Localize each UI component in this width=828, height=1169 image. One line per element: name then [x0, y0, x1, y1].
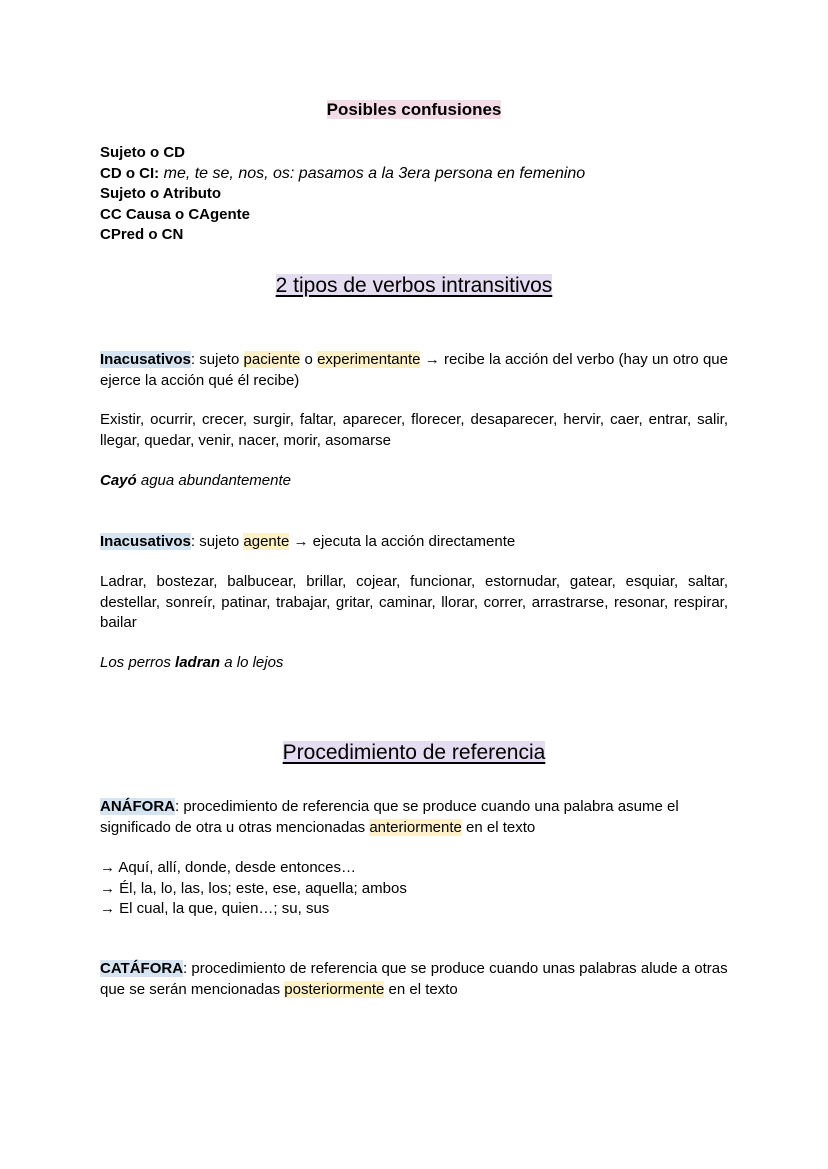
highlight-agente: agente [243, 533, 290, 550]
verb-list-1: Existir, ocurrir, crecer, surgir, faltar, aparecer, florecer, desaparecer, hervir, caer, entrar, salir, llegar, quedar, venir, nacer, morir, asomarse [100, 411, 728, 449]
confusion-item: CD o CI: me, te se, nos, os: pasamos a la 3era persona en femenino [100, 164, 586, 182]
term-inacusativos: Inacusativos [100, 351, 191, 368]
confusion-item: CPred o CN [100, 226, 184, 243]
list-item: → Él, la, lo, las, los; este, ese, aquella; ambos [100, 879, 407, 897]
heading-posibles-confusiones: Posibles confusiones [326, 100, 502, 119]
list-item: → Aquí, allí, donde, desde entonces… [100, 859, 357, 876]
term-inacusativos: Inacusativos [100, 533, 191, 550]
anafora-examples [100, 858, 728, 920]
confusion-item: Sujeto o CD [100, 144, 185, 161]
list-item: → El cual, la que, quien…; su, sus [100, 900, 330, 917]
confusions-list [100, 143, 728, 246]
term-catafora: CATÁFORA [100, 960, 184, 977]
example-2: Los perros ladran a lo lejos [100, 654, 284, 671]
paragraph-anafora: ANÁFORA: procedimiento de referencia que se produce cuando una palabra asume el significado de otra u otras mencionadas anteriormente en el texto [100, 798, 679, 836]
confusion-item: Sujeto o Atributo [100, 185, 222, 202]
highlight-anteriormente: anteriormente [369, 818, 462, 836]
paragraph-inacusativos-agente: Inacusativos: sujeto agente → ejecuta la acción directamente [100, 533, 516, 550]
term-anafora: ANÁFORA [100, 798, 175, 815]
example-1: Cayó agua abundantemente [100, 472, 291, 489]
highlight-experimentante: experimentante [317, 351, 421, 368]
paragraph-inacusativos-paciente: Inacusativos: sujeto paciente o experimentante → recibe la acción del verbo (hay un otro que ejerce la acción qué él recibe) [100, 351, 728, 389]
confusion-item: CC Causa o CAgente [100, 205, 251, 223]
heading-procedimiento-referencia: Procedimiento de referencia [282, 741, 546, 764]
heading-verbos-intransitivos: 2 tipos de verbos intransitivos [275, 274, 553, 297]
verb-list-2: Ladrar, bostezar, balbucear, brillar, cojear, funcionar, estornudar, gatear, esquiar, saltar, destellar, sonreír, patinar, trabajar, gritar, caminar, llorar, correr, arrastrarse, resonar, respirar, bailar [100, 573, 728, 631]
paragraph-catafora: CATÁFORA: procedimiento de referencia que se produce cuando unas palabras alude a otras que se serán mencionadas posteriormente en el texto [100, 960, 728, 998]
highlight-paciente: paciente [243, 351, 301, 368]
highlight-posteriormente: posteriormente [284, 980, 385, 998]
